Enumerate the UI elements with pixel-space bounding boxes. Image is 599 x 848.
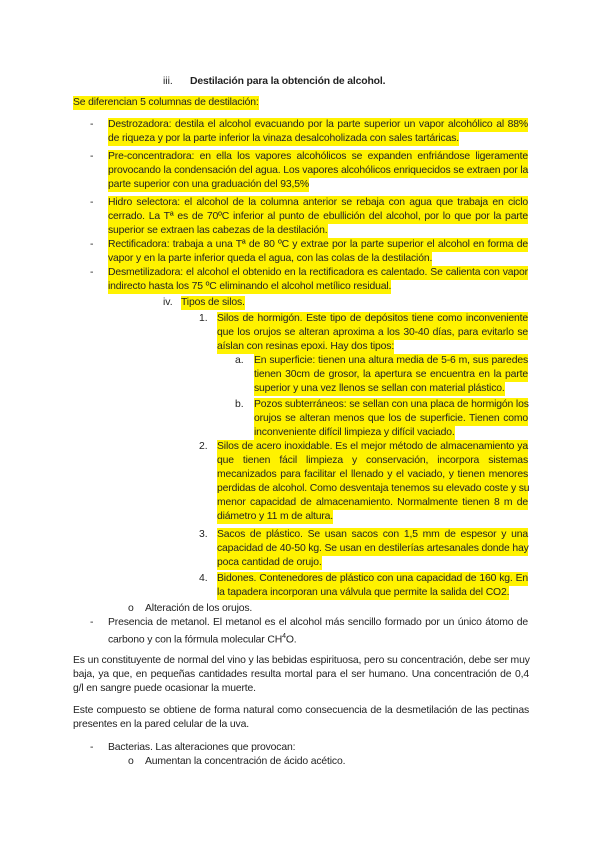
bullet-dash: - — [90, 119, 94, 130]
bullet-dash: - — [90, 197, 94, 208]
bullet-dash: - — [90, 617, 94, 628]
intro-text: Se diferencian 5 columnas de destilación: — [73, 97, 259, 108]
silo-superficie-text: superior y una vez llenos se sellan con material plástico. — [254, 383, 505, 394]
bullet-dash: - — [90, 239, 94, 250]
silo-superficie-text: En superficie: tienen una altura media de 5-6 m, sus paredes — [254, 355, 528, 366]
list-marker: 4. — [199, 573, 208, 584]
silo-acero-text: menor capacidad de almacenamiento. Normalmente tienen 8 m de — [217, 497, 528, 508]
paragraph: presentes en la pared celular de la uva. — [73, 719, 249, 730]
bullet-dash: - — [90, 267, 94, 278]
silo-bidones-text: la tapadera incorporan una válvula que permite la salida del CO2. — [217, 587, 510, 598]
list-item-destrozadora: de riqueza y por la parte inferior la vinaza desalcoholizada con sales tartáricas. — [108, 133, 459, 144]
subsection-heading: Tipos de silos. — [181, 297, 245, 308]
list-item-destrozadora: Destrozadora: destila el alcohol evacuando por la parte superior un vapor alcohólico al 88% — [108, 119, 528, 130]
silo-hormigon-text: que los orujos se alteran aproxima a los 30-40 días, para evitarlo se — [217, 327, 528, 338]
metanol-text: carbono y con la fórmula molecular $CH^4O$. — [108, 633, 297, 646]
list-item-hidro: superior se extraen las cabezas de la destilación. — [108, 225, 328, 236]
list-marker: 3. — [199, 529, 208, 540]
list-item-desmetilizadora: indirecto hasta los 75 ºC eliminando el alcohol metílico residual. — [108, 281, 392, 292]
metanol-text: Presencia de metanol. El metanol es el alcohol más sencillo formado por un único átomo de — [108, 617, 528, 628]
silo-bidones-text: Bidones. Contenedores de plástico con una capacidad de 160 kg. En — [217, 573, 528, 584]
bullet-dash: - — [90, 151, 94, 162]
list-marker: iii. — [163, 76, 173, 87]
acetico-text: Aumentan la concentración de ácido acético. — [145, 756, 346, 767]
silo-pozos-text: Pozos subterráneos: se sellan con una placa de hormigón los — [254, 399, 529, 410]
list-marker: a. — [235, 355, 244, 366]
list-marker: 2. — [199, 441, 208, 452]
list-item-preconcentradora: provocando la condensación del agua. Los vapores alcohólicos enriquecidos se extraen por la — [108, 165, 529, 176]
list-marker: 1. — [199, 313, 208, 324]
silo-pozos-text: orujos se alteran menos que los de superficie. Tienen como — [254, 413, 528, 424]
silo-acero-text: diámetro y 11 m de altura. — [217, 511, 334, 522]
list-item-rectificadora: Rectificadora: trabaja a una Tª de 80 ºC y extrae por la parte superior el alcohol en forma de — [108, 239, 528, 250]
silo-acero-text: Silos de acero inoxidable. Es el mejor método de almacenamiento ya — [217, 441, 528, 452]
silo-hormigon-text: aíslan con resinas epoxi. Hay dos tipos: — [217, 341, 395, 352]
list-item-hidro: Hidro selectora: el alcohol de la columna anterior se rebaja con agua que trabaja en ciclo — [108, 197, 528, 208]
list-marker: iv. — [163, 297, 173, 308]
silo-pozos-text: inconveniente difícil limpieza y difícil vaciado. — [254, 427, 455, 438]
list-item-rectificadora: vapor y en la parte inferior queda el agua, con las colas de la destilación. — [108, 253, 433, 264]
bacterias-text: Bacterias. Las alteraciones que provocan: — [108, 742, 296, 753]
silo-superficie-text: tienen 30cm de grosor, la apertura se encuentra en la parte — [254, 369, 528, 380]
silo-acero-text: mecanizados para facilitar el llenado y el vaciado, y tienen menores — [217, 469, 528, 480]
paragraph: g/l en sangre puede ocasionar la muerte. — [73, 683, 256, 694]
list-item-preconcentradora: Pre-concentradora: en ella los vapores alcohólicos se expanden enfriándose ligeramente — [108, 151, 528, 162]
paragraph: Es un constituyente de normal del vino y las bebidas espirituosa, pero su concentración, debe ser muy — [73, 655, 530, 666]
list-marker: b. — [235, 399, 244, 410]
silo-hormigon-text: Silos de hormigón. Este tipo de depósitos tiene como inconveniente — [217, 313, 528, 324]
section-heading: Destilación para la obtención de alcohol. — [190, 76, 386, 87]
silo-sacos-text: poca cantidad de orujo. — [217, 557, 322, 568]
bullet-dash: - — [90, 742, 94, 753]
list-item-hidro: cerrado. La Tª es de 70ºC inferior al punto de ebullición del alcohol, por lo que por la parte — [108, 211, 528, 222]
list-marker: o — [128, 756, 134, 767]
silo-sacos-text: capacidad de 40-50 kg. Se usan en destilerías artesanales donde hay — [217, 543, 529, 554]
silo-sacos-text: Sacos de plástico. Se usan sacos con 1,5 mm de espesor y una — [217, 529, 528, 540]
list-item-preconcentradora: parte superior con una graduación del 93,5% — [108, 179, 309, 190]
silo-acero-text: perdidas de alcohol. Como desventaja tenemos su elevado coste y su — [217, 483, 530, 494]
paragraph: baja, ya que, en pequeñas cantidades resulta mortal para el ser humano. Una concentración de 0,4 — [73, 669, 529, 680]
list-marker: o — [128, 603, 134, 614]
subsection-heading: Alteración de los orujos. — [145, 603, 253, 614]
list-item-desmetilizadora: Desmetilizadora: el alcohol el obtenido en la rectificadora es calentado. Se calienta con vapor — [108, 267, 528, 278]
silo-acero-text: que tienen fácil limpieza y conservación, incorpora sistemas — [217, 455, 528, 466]
paragraph: Este compuesto se obtiene de forma natural como consecuencia de la desmetilación de las pectinas — [73, 705, 529, 716]
